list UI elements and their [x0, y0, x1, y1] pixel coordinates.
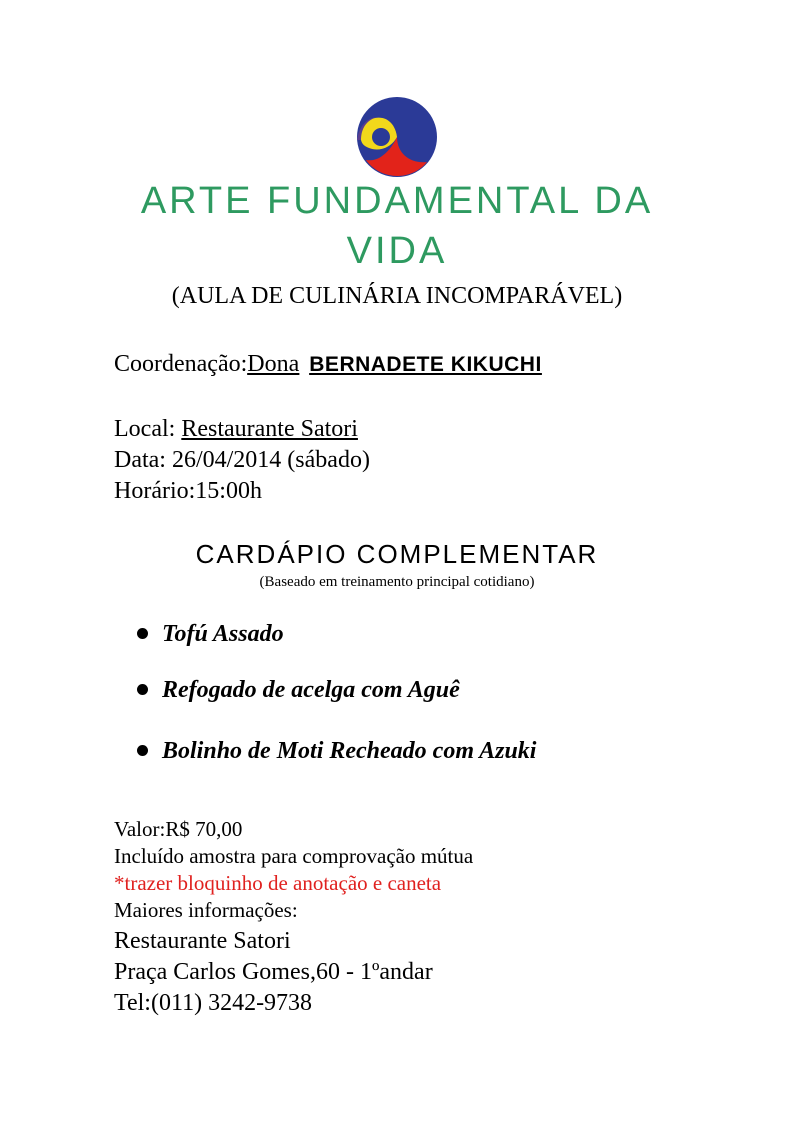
time-line: Horário:15:00h — [114, 478, 262, 504]
coordinator-name: BERNADETE KIKUCHI — [309, 353, 542, 376]
menu-item-label: Tofú Assado — [162, 621, 284, 647]
menu-title: CARDÁPIO COMPLEMENTAR — [195, 539, 599, 569]
menu-item — [137, 619, 284, 649]
menu-item — [137, 736, 536, 766]
page-title: ARTE FUNDAMENTAL DA VIDA — [140, 180, 654, 272]
bullet-icon — [137, 745, 148, 756]
coordination-line — [114, 349, 542, 380]
date-line: Data: 26/04/2014 (sábado) — [114, 447, 370, 473]
bullet-icon — [137, 628, 148, 639]
bullet-icon — [137, 684, 148, 695]
contact-address: Praça Carlos Gomes,60 - 1ºandar — [114, 959, 433, 985]
price-line: Valor:R$ 70,00 — [114, 817, 243, 841]
menu-item-label: Refogado de acelga com Aguê — [162, 677, 460, 703]
logo-circle-icon — [355, 96, 439, 178]
page-subtitle: (AULA DE CULINÁRIA INCOMPARÁVEL) — [171, 283, 623, 309]
menu-item — [137, 675, 460, 705]
coordination-label: Coordenação: — [114, 351, 248, 377]
included-line: Incluído amostra para comprovação mútua — [114, 844, 474, 868]
location-line — [114, 414, 358, 445]
menu-item-label: Bolinho de Moti Recheado com Azuki — [162, 738, 537, 764]
location-value: Restaurante Satori — [181, 416, 358, 442]
bring-note: *trazer bloquinho de anotação e caneta — [114, 871, 442, 895]
menu-note: (Baseado em treinamento principal cotidiano) — [259, 574, 535, 590]
contact-place: Restaurante Satori — [114, 928, 291, 954]
coordination-prefix: Dona — [247, 351, 300, 377]
contact-phone: Tel:(011) 3242-9738 — [114, 990, 313, 1016]
location-label: Local: — [114, 416, 182, 442]
more-info-label: Maiores informações: — [114, 898, 298, 922]
